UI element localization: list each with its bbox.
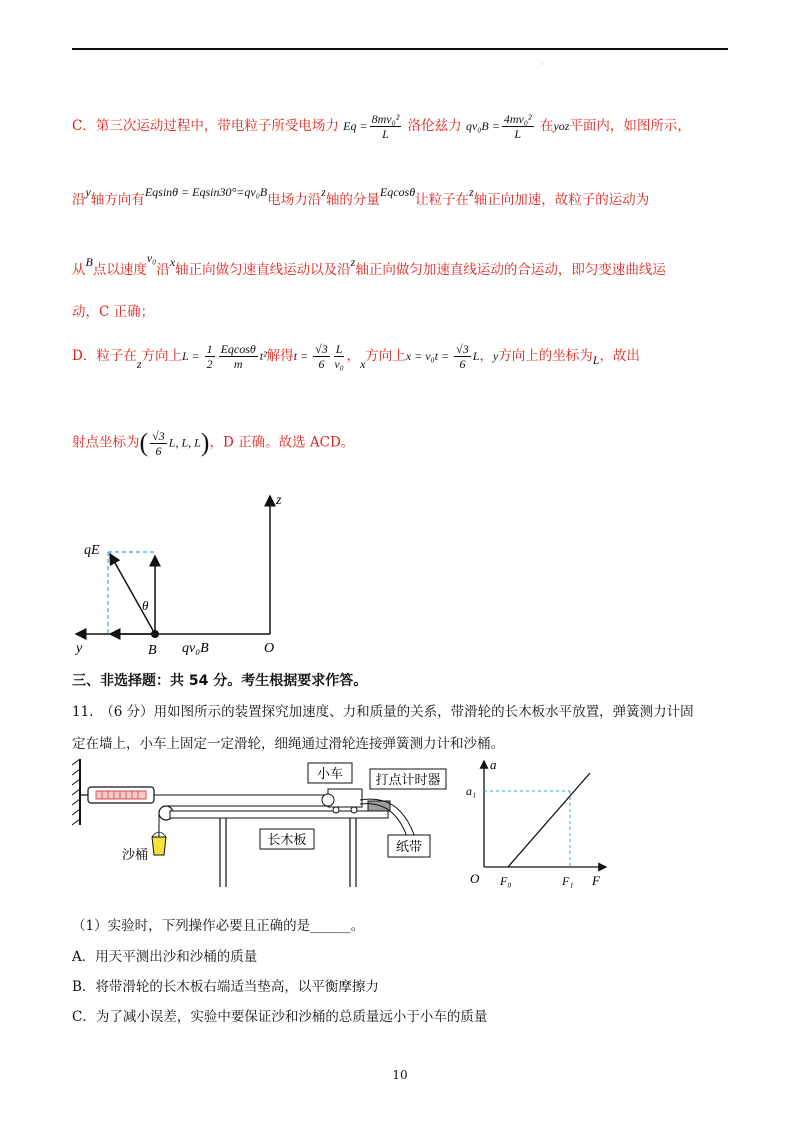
spring-scale-inner <box>96 791 146 799</box>
graph-F0: F₀ <box>500 874 512 888</box>
label-theta: θ <box>142 598 149 613</box>
graph-x-label: F <box>592 873 600 888</box>
l2-a: 沿 <box>72 192 86 208</box>
q11-sub1: （1）实验时，下列操作必要且正确的是______。 <box>72 918 365 934</box>
l2-z: z <box>321 185 326 199</box>
d-eq1-t: t² <box>259 349 267 363</box>
l6-lparen: ( <box>139 428 149 457</box>
d-eq2-f1n: √3 <box>315 342 328 356</box>
d-eq2-frac1 <box>313 342 330 371</box>
a-F-graph <box>466 755 616 895</box>
c-in: 在 <box>539 118 554 134</box>
d-e: 方向上 <box>365 348 406 364</box>
c-eq1-num: 8mv₀² <box>371 112 400 126</box>
c-eq2-num: 4mv₀² <box>503 112 532 126</box>
l2-z2: z <box>469 185 474 199</box>
wall-hatching <box>72 759 80 825</box>
d-y: y <box>492 349 499 363</box>
d-eq2-frac2 <box>334 342 345 371</box>
cart-wheel <box>333 807 339 813</box>
d-eq1-frac1 <box>205 342 215 371</box>
solution-line-3 <box>72 251 666 278</box>
label-qv0B: qv₀B <box>182 641 209 656</box>
label-B: B <box>148 643 157 658</box>
l2-f: 轴正向加速，故粒子的运动为 <box>473 192 650 208</box>
label-qE: qE <box>84 543 100 558</box>
c-eq2-lhs: qv₀B = <box>465 119 500 133</box>
d-eq3-L: L <box>472 349 480 363</box>
d-eq1-frac2 <box>219 342 258 371</box>
page-number: 10 <box>392 1068 408 1082</box>
solution-line-6 <box>72 428 354 458</box>
point-B <box>151 630 159 638</box>
l3-z: z <box>350 255 356 269</box>
qE-arrow <box>110 554 155 634</box>
d-eq1: L = <box>182 349 203 363</box>
l2-b: 轴方向有 <box>90 192 145 208</box>
tape-label: 纸带 <box>395 839 423 854</box>
d-eq3: x = v₀t = <box>405 349 453 363</box>
apparatus-diagram <box>70 755 470 895</box>
d-eq1-f2n: Eqcosθ <box>220 342 256 356</box>
l3-b: 点以速度 <box>92 262 147 278</box>
l2-eq: Eqsinθ = Eqsin30°=qv₀B <box>144 185 268 199</box>
graph-a1: a₁ <box>466 784 477 798</box>
d-c: 解得 <box>266 348 294 364</box>
d-L: L <box>592 353 600 367</box>
c-mid: 洛伦兹力 <box>407 118 462 134</box>
d-eq1-f1n: 1 <box>206 342 213 356</box>
label-O: O <box>264 641 275 656</box>
solution-line-2 <box>72 185 650 208</box>
l3-B: B <box>85 255 93 269</box>
q11-line2: 定在墙上，小车上固定一定滑轮，细绳通过滑轮连接弹簧测力计和沙桶。 <box>72 736 504 752</box>
q11-option-b: B．将带滑轮的长木板右端适当垫高，以平衡摩擦力 <box>72 979 379 995</box>
l2-c: 电场力沿 <box>267 192 322 208</box>
l6-fn: √3 <box>152 428 165 443</box>
d-g: 方向上的坐标为 <box>498 348 593 364</box>
d-z: z <box>136 357 142 371</box>
header-rule <box>72 48 728 50</box>
l3-x: x <box>169 255 176 269</box>
d-eq2-f1d: 6 <box>318 357 325 371</box>
l3-v: v₀ <box>146 251 157 265</box>
graph-origin: O <box>470 871 480 886</box>
q11-option-a: A．用天平测出沙和沙桶的质量 <box>72 949 258 965</box>
l6-rparen: ) <box>200 428 210 457</box>
l3-c: 沿 <box>156 262 170 278</box>
sand-bucket <box>152 837 166 855</box>
d-eq3-fn: √3 <box>456 342 469 356</box>
l6-fd: 6 <box>155 443 162 458</box>
c-suffix: 平面内，如图所示， <box>569 118 691 134</box>
c-plane: yoz <box>553 119 570 133</box>
l2-eq2: Eqcosθ <box>379 185 416 199</box>
d-a: D．粒子在 <box>72 348 137 364</box>
section-heading: 三、非选择题：共 54 分。考生根据要求作答。 <box>72 673 368 689</box>
d-f: ， <box>479 348 493 364</box>
l3-e: 轴正向做匀加速直线运动的合运动，即匀变速曲线运 <box>355 262 666 278</box>
l2-d: 轴的分量 <box>325 192 380 208</box>
header-mark: · <box>541 60 544 69</box>
l6-a: 射点坐标为 <box>72 434 140 451</box>
force-diagram <box>70 488 310 660</box>
c-eq1-frac <box>370 112 402 141</box>
c-prefix: C．第三次运动过程中，带电粒子所受电场力 <box>72 118 339 134</box>
l6-rest: L, L, L <box>168 435 201 450</box>
label-z: z <box>276 493 282 508</box>
l6-b: ，D 正确。故选 ACD。 <box>209 434 355 451</box>
c-eq2-den: L <box>514 127 522 141</box>
d-eq3-fd: 6 <box>459 357 466 371</box>
c-eq2-frac <box>502 112 534 141</box>
timer-label: 打点计时器 <box>375 772 441 787</box>
l3-a: 从 <box>72 262 86 278</box>
d-d: ， <box>346 348 360 364</box>
cart-label: 小车 <box>316 766 344 781</box>
d-h: ，故出 <box>599 348 640 364</box>
l3-d: 轴正向做匀速直线运动以及沿 <box>175 262 351 278</box>
d-eq1-f1d: 2 <box>206 357 213 371</box>
l2-e: 让粒子在 <box>415 192 470 208</box>
d-x: x <box>359 357 366 371</box>
cart-wheel <box>351 807 357 813</box>
label-y: y <box>76 641 83 656</box>
solution-line-4: 动，C 正确； <box>72 304 155 320</box>
q11-option-c: C．为了减小误差，实验中要保证沙和沙桶的总质量远小于小车的质量 <box>72 1009 488 1025</box>
d-eq2-f2d: v₀ <box>334 357 344 371</box>
d-eq1-f2d: m <box>233 357 243 371</box>
c-eq1-lhs: Eq = <box>343 119 368 133</box>
graph-y-label: a <box>490 757 497 772</box>
d-eq2-f2n: L <box>335 342 343 356</box>
l6-frac <box>150 429 167 458</box>
d-eq2: t = <box>293 349 312 363</box>
d-eq3-frac <box>454 342 471 371</box>
board-label: 长木板 <box>267 832 307 847</box>
d-b: 方向上 <box>141 348 182 364</box>
q11-line1: 11. （6 分）用如图所示的装置探究加速度、力和质量的关系，带滑轮的长木板水平放置，弹簧测力计固 <box>72 704 694 720</box>
l2-y: y <box>85 185 91 199</box>
graph-line <box>508 773 590 867</box>
solution-d-line <box>72 342 640 371</box>
solution-c-line <box>72 112 691 141</box>
bucket-label: 沙桶 <box>122 847 149 862</box>
c-eq1-den: L <box>382 127 389 141</box>
graph-F1: F₁ <box>562 874 574 888</box>
